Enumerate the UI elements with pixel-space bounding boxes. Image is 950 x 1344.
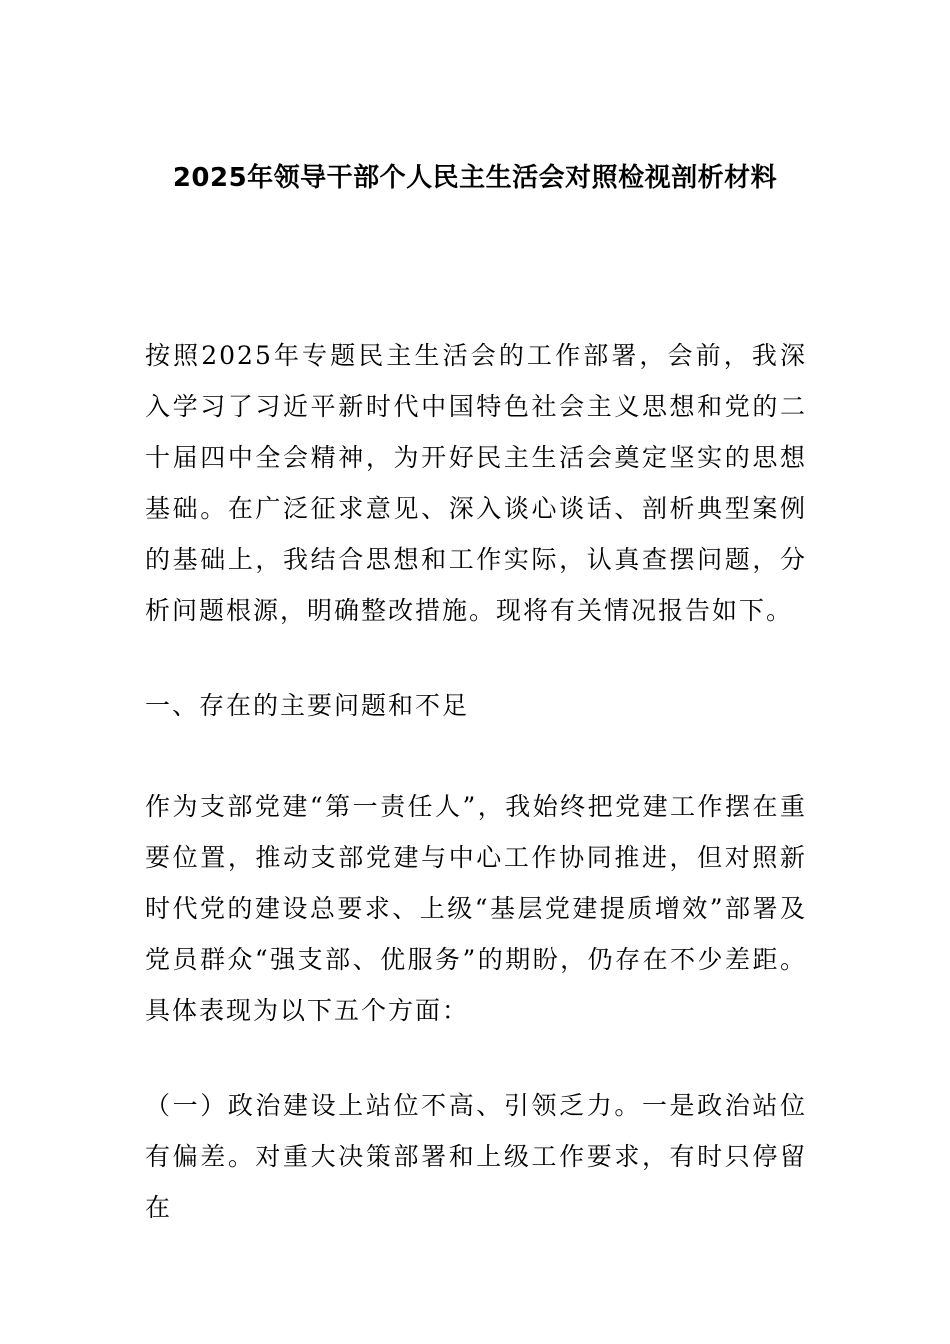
intro-paragraph: 按照2025年专题民主生活会的工作部署，会前，我深入学习了习近平新时代中国特色社会主义思想和党的二十届四中全会精神，为开好民主生活会奠定坚实的思想基础。在广泛征求意见、深入谈心谈话、剖析典型案例的基础上，我结合思想和工作实际，认真查摆问题，分析问题根源，明确整改措施。现将有关情况报告如下。 — [145, 341, 807, 625]
overview-paragraph: 作为支部党建“第一责任人”，我始终把党建工作摆在重要位置，推动支部党建与中心工作协同推进，但对照新时代党的建设总要求、上级“基层党建提质增效”部署及党员群众“强支部、优服务”的期盼，仍存在不少差距。具体表现为以下五个方面： — [145, 792, 807, 1025]
document-title: 2025年领导干部个人民主生活会对照检视剖析材料 — [172, 163, 778, 193]
subsection-paragraph: （一）政治建设上站位不高、引领乏力。一是政治站位有偏差。对重大决策部署和上级工作要求，有时只停留在 — [145, 1091, 807, 1222]
section-heading: 一、存在的主要问题和不足 — [145, 691, 470, 720]
